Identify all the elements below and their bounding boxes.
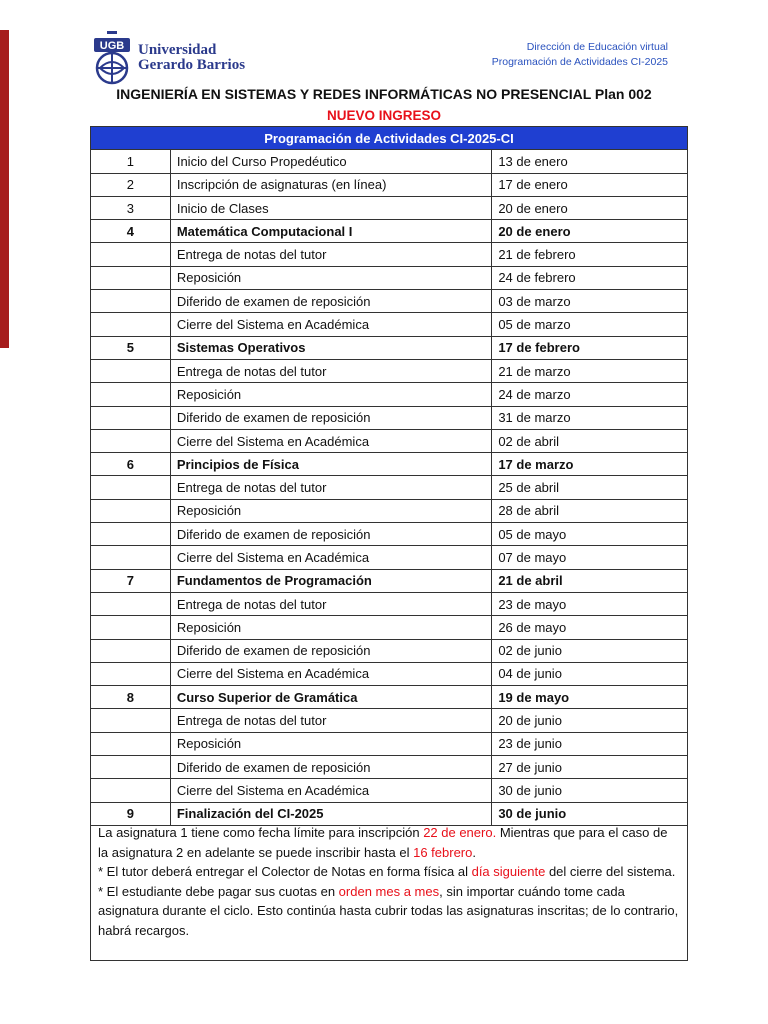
- row-activity: Cierre del Sistema en Académica: [170, 313, 491, 336]
- row-date: 20 de enero: [492, 196, 688, 219]
- row-date: 30 de junio: [492, 802, 688, 825]
- row-activity: Fundamentos de Programación: [170, 569, 491, 592]
- table-row: [91, 546, 688, 569]
- row-number: [91, 313, 171, 336]
- row-date: 31 de marzo: [492, 406, 688, 429]
- row-activity: Cierre del Sistema en Académica: [170, 779, 491, 802]
- table-header-row: [91, 127, 688, 150]
- row-date: 25 de abril: [492, 476, 688, 499]
- table-row: [91, 662, 688, 685]
- row-number: [91, 523, 171, 546]
- row-activity: Entrega de notas del tutor: [170, 243, 491, 266]
- table-row: [91, 313, 688, 336]
- row-number: [91, 709, 171, 732]
- row-number: [91, 243, 171, 266]
- row-date: 23 de mayo: [492, 592, 688, 615]
- row-activity: Diferido de examen de reposición: [170, 756, 491, 779]
- note-3-text-continued: , sin importar cuándo tome cada asignatura durante el ciclo. Esto continúa hasta cubrir todas las asignaturas inscritas; de lo contrario, habrá recargos.: [98, 883, 679, 938]
- table-row: [91, 429, 688, 452]
- table-row: [91, 336, 688, 359]
- row-number: [91, 616, 171, 639]
- table-row: [91, 173, 688, 196]
- department-name: Dirección de Educación virtual: [526, 41, 668, 53]
- row-activity: Entrega de notas del tutor: [170, 709, 491, 732]
- row-number: 6: [91, 453, 171, 476]
- table-row: [91, 383, 688, 406]
- row-activity: Entrega de notas del tutor: [170, 592, 491, 615]
- row-number: [91, 499, 171, 522]
- row-date: 28 de abril: [492, 499, 688, 522]
- row-number: 9: [91, 802, 171, 825]
- university-logo: [92, 28, 252, 88]
- row-activity: Inicio del Curso Propedéutico: [170, 150, 491, 173]
- row-activity: Principios de Física: [170, 453, 491, 476]
- row-number: [91, 406, 171, 429]
- table-heading: Programación de Actividades CI-2025-CI: [91, 127, 688, 150]
- document-name: Programación de Actividades CI-2025: [491, 56, 668, 68]
- row-activity: Reposición: [170, 732, 491, 755]
- notes-box: [90, 820, 688, 961]
- row-activity: Reposición: [170, 499, 491, 522]
- row-number: [91, 592, 171, 615]
- row-number: [91, 779, 171, 802]
- row-date: 02 de junio: [492, 639, 688, 662]
- row-number: [91, 429, 171, 452]
- row-activity: Diferido de examen de reposición: [170, 523, 491, 546]
- table-row: [91, 709, 688, 732]
- table-row: [91, 453, 688, 476]
- logo-line-2: Gerardo Barrios: [138, 57, 246, 73]
- note-3-text: * El estudiante debe pagar sus cuotas en: [98, 883, 339, 899]
- table-row: [91, 196, 688, 219]
- row-date: 24 de febrero: [492, 266, 688, 289]
- row-date: 30 de junio: [492, 779, 688, 802]
- row-date: 04 de junio: [492, 662, 688, 685]
- row-activity: Diferido de examen de reposición: [170, 639, 491, 662]
- row-activity: Reposición: [170, 266, 491, 289]
- table-row: [91, 406, 688, 429]
- row-activity: Inicio de Clases: [170, 196, 491, 219]
- row-activity: Diferido de examen de reposición: [170, 290, 491, 313]
- table-row: [91, 756, 688, 779]
- note-2-text-continued: del cierre del sistema.: [545, 864, 676, 879]
- table-row: [91, 359, 688, 382]
- row-activity: Sistemas Operativos: [170, 336, 491, 359]
- table-row: [91, 616, 688, 639]
- row-number: [91, 476, 171, 499]
- row-activity: Entrega de notas del tutor: [170, 476, 491, 499]
- row-number: [91, 639, 171, 662]
- table-row: [91, 476, 688, 499]
- table-row: [91, 569, 688, 592]
- row-activity: Entrega de notas del tutor: [170, 359, 491, 382]
- logo-badge-text: UGB: [99, 40, 125, 52]
- side-accent-bar: [0, 30, 9, 348]
- row-activity: Matemática Computacional I: [170, 220, 491, 243]
- note-2-text: * El tutor deberá entregar el Colector de Notas en forma física al: [98, 864, 472, 879]
- note-3-highlight: orden mes a mes: [338, 883, 440, 899]
- row-activity: Reposición: [170, 616, 491, 639]
- row-number: [91, 359, 171, 382]
- row-date: 20 de enero: [492, 220, 688, 243]
- table-row: [91, 779, 688, 802]
- header-info: [492, 40, 668, 70]
- row-number: [91, 756, 171, 779]
- row-number: [91, 732, 171, 755]
- row-activity: Inscripción de asignaturas (en línea): [170, 173, 491, 196]
- row-number: 4: [91, 220, 171, 243]
- row-activity: Finalización del CI-2025: [170, 802, 491, 825]
- row-number: 2: [91, 173, 171, 196]
- row-number: [91, 546, 171, 569]
- row-date: 17 de enero: [492, 173, 688, 196]
- note-1-text: La asignatura 1 tiene como fecha límite para inscripción: [98, 825, 424, 840]
- row-date: 17 de febrero: [492, 336, 688, 359]
- row-date: 17 de marzo: [492, 453, 688, 476]
- schedule-table: [90, 126, 688, 826]
- row-activity: Reposición: [170, 383, 491, 406]
- note-2-highlight: día siguiente: [471, 864, 546, 879]
- row-number: 1: [91, 150, 171, 173]
- row-date: 20 de junio: [492, 709, 688, 732]
- table-row: [91, 243, 688, 266]
- table-row: [91, 266, 688, 289]
- note-1-text-continued: Mientras que para el caso de la asignatura 2 en adelante se puede inscribir hasta el: [98, 825, 668, 860]
- row-activity: Cierre del Sistema en Académica: [170, 546, 491, 569]
- table-row: [91, 523, 688, 546]
- row-number: [91, 383, 171, 406]
- table-row: [91, 150, 688, 173]
- row-activity: Cierre del Sistema en Académica: [170, 662, 491, 685]
- schedule-body: [91, 150, 688, 826]
- row-date: 05 de marzo: [492, 313, 688, 336]
- row-date: 03 de marzo: [492, 290, 688, 313]
- row-number: 8: [91, 686, 171, 709]
- logo-line-1: Universidad: [138, 42, 217, 58]
- row-number: 5: [91, 336, 171, 359]
- table-row: [91, 639, 688, 662]
- table-row: [91, 686, 688, 709]
- table-row: [91, 220, 688, 243]
- document-subtitle: NUEVO INGRESO: [326, 108, 442, 123]
- row-date: 27 de junio: [492, 756, 688, 779]
- row-date: 21 de febrero: [492, 243, 688, 266]
- row-number: 3: [91, 196, 171, 219]
- row-date: 24 de marzo: [492, 383, 688, 406]
- document-title: INGENIERÍA EN SISTEMAS Y REDES INFORMÁTICAS NO PRESENCIAL Plan 002: [116, 86, 652, 102]
- table-row: [91, 592, 688, 615]
- row-date: 19 de mayo: [492, 686, 688, 709]
- row-date: 21 de abril: [492, 569, 688, 592]
- row-number: 7: [91, 569, 171, 592]
- note-paragraph-3: [98, 882, 680, 941]
- row-date: 07 de mayo: [492, 546, 688, 569]
- row-activity: Diferido de examen de reposición: [170, 406, 491, 429]
- row-activity: Curso Superior de Gramática: [170, 686, 491, 709]
- note-paragraph-2: [98, 862, 680, 882]
- table-row: [91, 732, 688, 755]
- row-number: [91, 266, 171, 289]
- row-number: [91, 290, 171, 313]
- row-date: 26 de mayo: [492, 616, 688, 639]
- logo-wordmark: [138, 43, 245, 73]
- row-date: 05 de mayo: [492, 523, 688, 546]
- note-1-highlight-date-2: 16 febrero: [413, 844, 473, 860]
- ugb-crest-icon: [92, 30, 132, 86]
- row-activity: Cierre del Sistema en Académica: [170, 429, 491, 452]
- row-date: 23 de junio: [492, 732, 688, 755]
- table-row: [91, 290, 688, 313]
- note-1-highlight-date: 22 de enero.: [423, 825, 497, 840]
- table-row: [91, 499, 688, 522]
- row-number: [91, 662, 171, 685]
- row-date: 21 de marzo: [492, 359, 688, 382]
- note-paragraph-1: [98, 823, 680, 862]
- row-date: 02 de abril: [492, 429, 688, 452]
- note-1-end: .: [472, 844, 476, 860]
- row-date: 13 de enero: [492, 150, 688, 173]
